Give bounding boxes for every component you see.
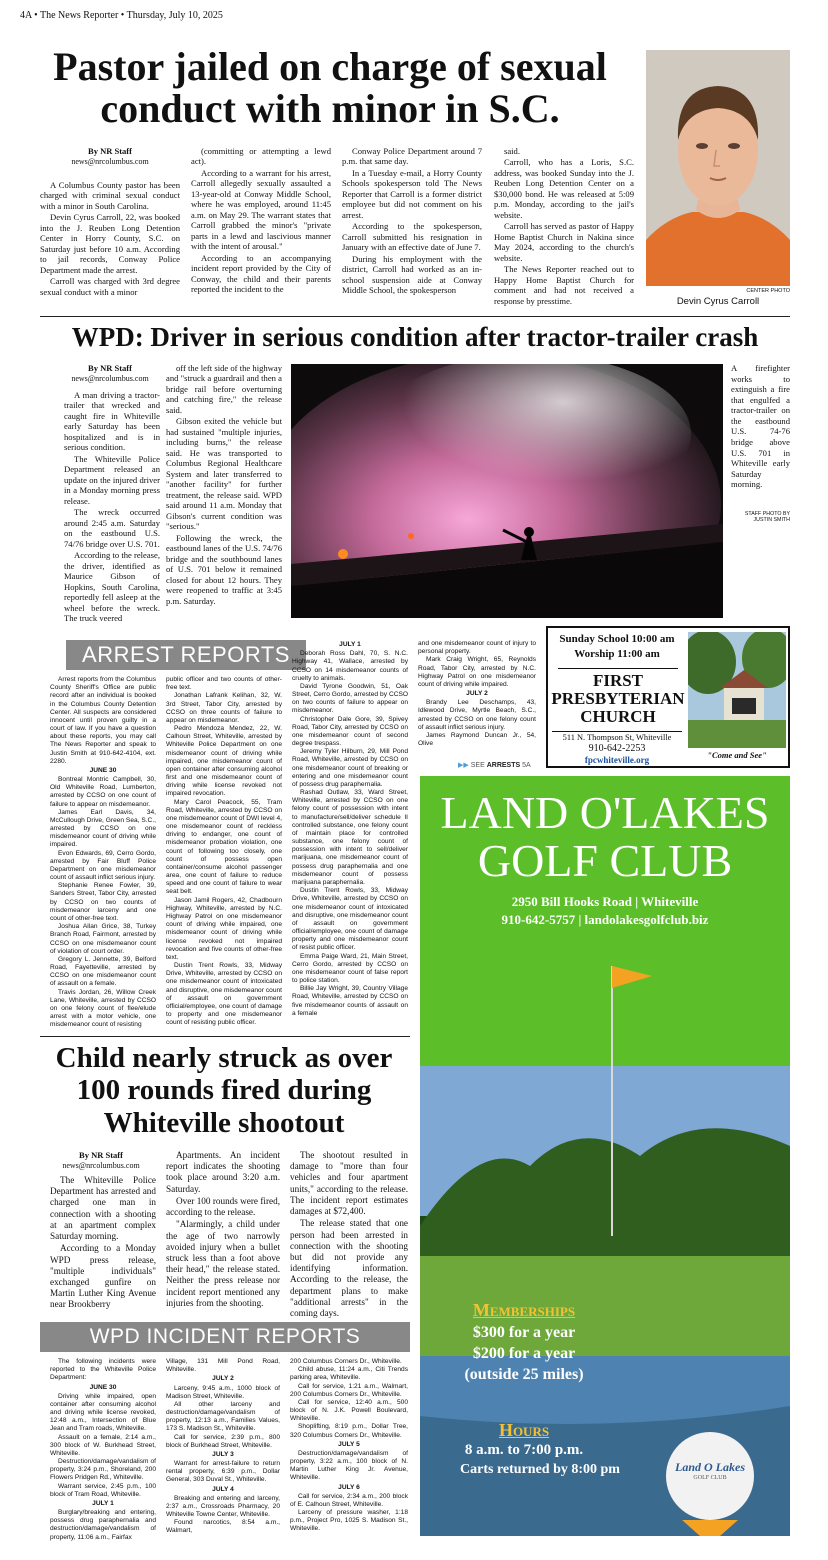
report-entry: Call for service, 12:40 a.m., 500 block of N. J.K. Powell Boulevard, Whiteville. xyxy=(290,1398,408,1423)
date-heading: JULY 2 xyxy=(466,690,488,698)
story3-headline: Child nearly struck as over 100 rounds fired during Whiteville shootout xyxy=(55,1042,393,1139)
paragraph: Conway Police Department around 7 p.m. that same day. xyxy=(342,146,482,167)
report-entry: Arrest reports from the Columbus County Sheriff's Office are public record after an individual is booked in the Columbus County Detention Center. All suspects are considered innocent until proven guilty in a court of law. If you have a question about these reports, you may call The News Reporter and speak to Justin Smith at 910-642-4104, ext. 2280. xyxy=(50,676,156,765)
report-entry: Bontreal Montric Campbell, 30, Old Whiteville Road, Lumberton, arrested by CCSO on one count of failure to appear on misdemeanor. xyxy=(50,776,156,808)
golf-logo-sub: GOLF CLUB xyxy=(693,1475,727,1481)
paragraph: During his employment with the district, Carroll had worked as an in-school suspension aide at Conway Middle School, the spokesperson xyxy=(342,253,482,296)
paragraph: (committing or attempting a lewd act). xyxy=(191,146,331,167)
mugshot-photo xyxy=(646,50,790,286)
paragraph: The shootout resulted in damage to "more than four vehicles and four apartment units," according to the release. The incident report estimates damages at $72,400. xyxy=(290,1150,408,1217)
story2-byline xyxy=(60,363,160,383)
story1-byline xyxy=(40,146,180,166)
date-heading: JULY 2 xyxy=(212,1375,234,1383)
report-entry: public officer and two counts of other-free text. xyxy=(166,676,282,692)
date-heading: JUNE 30 xyxy=(89,766,117,774)
church-address: 511 N. Thompson St, Whiteville xyxy=(562,733,672,742)
paragraph: "Alarmingly, a child under the age of two narrowly avoided injury when a bullet struck less than a foot above their head," the release stated. Neither the press release nor incident report mentioned any injuries from the shooting. xyxy=(166,1219,280,1308)
date-heading: JUNE 30 xyxy=(89,1383,117,1391)
report-entry: James Raymond Duncan Jr., 54, Olive xyxy=(418,731,536,748)
divider-2 xyxy=(40,1036,410,1037)
story1-col4 xyxy=(494,146,634,307)
see-arrests-jump[interactable] xyxy=(458,761,538,769)
paragraph: According to the release, the driver, identified as Maurice Gibson of Hopkins, South Carolina, reportedly fell asleep at the wheel before the wreck. The truck veered xyxy=(64,550,160,624)
report-entry: Jason Jamil Rogers, 42, Chadbourn Highway, Whiteville, arrested by N.C. Highway Patrol on one misdemeanor count of driving while impaired, one misdemeanor count of driving while license revoked not impaired revocation and five counts of other-free text. xyxy=(166,896,282,961)
report-entry: 200 Columbus Corners Dr., Whiteville. xyxy=(290,1358,402,1365)
golf-contact[interactable]: 910-642-5757 | landolakesgolfclub.biz xyxy=(501,912,709,927)
paragraph: In a Tuesday e-mail, a Horry County Schools spokesperson told The News Reporter that Carroll is a former district employee but did not comment on his arrest. xyxy=(342,167,482,220)
arrests-col3 xyxy=(292,640,408,1018)
report-entry: Emma Paige Ward, 21, Main Street, Cerro Gordo, arrested by CCSO on one misdemeanor count of false report to police station. xyxy=(292,952,408,985)
report-entry: Breaking and entering and larceny, 2:37 a.m., Crossroads Pharmacy, 20 Whiteville Towne Center, Whiteville. xyxy=(166,1494,280,1519)
report-entry: Call for service, 2:34 a.m., 200 block of E. Calhoun Street, Whiteville. xyxy=(290,1492,408,1508)
report-entry: Call for service, 1:21 a.m., Walmart, 200 Columbus Corners Dr., Whiteville. xyxy=(290,1382,408,1398)
report-entry: Dustin Trent Rowls, 33, Midway Drive, Whiteville, arrested by CCSO on one misdemeanor count of intoxicated and disruptive, one misdemeanor count of assault on government official/employee, one count of damage property and one misdemeanor count of resist public officer. xyxy=(292,887,408,952)
report-entry: Child abuse, 11:24 a.m., Citi Trends parking area, Whiteville. xyxy=(290,1366,408,1382)
report-entry: Dustin Trent Rowls, 33, Midway Drive, Whiteville, arrested by CCSO on one misdemeanor count of intoxicated and disruptive, one misdemeanor count of assault on government official/employee, one count of damage to property and one misdemeanor count of resisting public officer. xyxy=(166,962,282,1027)
report-entry: Christopher Dale Gore, 39, Spivey Road, Tabor City, arrested by CCSO on one misdemeanor count of second degree trespass. xyxy=(292,715,408,748)
paragraph: According to the spokesperson, Carroll submitted his resignation in January with an effective date of June 7. xyxy=(342,221,482,253)
incidents-col3 xyxy=(290,1358,408,1534)
date-heading: JULY 1 xyxy=(339,641,361,648)
arrests-col1 xyxy=(50,676,156,1029)
divider-1 xyxy=(40,316,790,317)
church-name-3: CHURCH xyxy=(580,706,656,726)
report-entry: Village, 131 Mill Pond Road, Whiteville. xyxy=(166,1358,280,1374)
golf-carts: Carts returned by 8:00 pm xyxy=(460,1462,620,1477)
golf-logo-name: Land O Lakes xyxy=(675,1460,745,1474)
report-entry: Mary Carol Peacock, 55, Tram Road, Whiteville, arrested by CCSO on one misdemeanor count of DWI level 4, one misdemeanor count of reckless driving to endanger, one count of misdemeanor probation violation, one count of following too closely, one count of possess open container/consume alcohol passenger area, one count of failure to reduce speed and one count of failure to wear seat belt. xyxy=(166,798,282,896)
story2-email: news@nrcolumbus.com xyxy=(71,373,149,383)
paragraph: off the left side of the highway and "struck a guardrail and then a bridge rail before overturning and catching fire," the release said. xyxy=(166,363,282,415)
story1-col3 xyxy=(342,146,482,297)
report-entry: David Tyrone Goodwin, 51, Oak Street, Cerro Gordo, arrested by CCSO on two counts of failure to appear on misdemeanor. xyxy=(292,682,408,715)
paragraph: said. xyxy=(504,146,520,156)
report-entry: Rashad Outlaw, 33, Ward Street, Whiteville, arrested by CCSO on one felony count of possession with intent to manufacture/sell/deliver schedule II controlled substance, one felony count of maintain place for controlled substance, one felony count of possession with intent to sell/deliver marijuana, one misdemeanor count of possess drug paraphernalia and one misdemeanor count of possess marijuana paraphernalia. xyxy=(292,789,408,886)
paragraph: Apartments. An incident report indicates the shooting took place around 3:20 a.m. Saturday. xyxy=(166,1150,280,1194)
church-photo xyxy=(688,632,786,748)
report-entry: Found narcotics, 8:54 a.m., Walmart, xyxy=(166,1519,280,1535)
paragraph: A man driving a tractor-trailer that wrecked and caught fire in Whiteville early Saturday has been hospitalized and is in serious condition. xyxy=(64,390,160,453)
golf-price-2: $200 for a year xyxy=(472,1345,576,1362)
church-name-1: FIRST xyxy=(592,671,644,690)
arrests-col2 xyxy=(166,676,282,1027)
report-entry: Billie Jay Wright, 39, Country Village Road, Whiteville, arrested by CCSO on five misdemeanor counts of assault on a female xyxy=(292,985,408,1017)
report-entry: The following incidents were reported to the Whiteville Police Department: xyxy=(50,1358,156,1382)
story2-photo-credit xyxy=(731,512,790,524)
golf-memberships-label: Memberships xyxy=(472,1300,576,1320)
play-arrows-icon: ▶▶ xyxy=(458,762,469,769)
story1-col1 xyxy=(40,180,180,298)
story1-col2 xyxy=(191,146,331,296)
report-entry: Deborah Ross Dahl, 70, S. N.C. Highway 41, Wallace, arrested by CCSO on 14 misdemeanor counts of cruelty to animals. xyxy=(292,650,408,682)
story3-col2 xyxy=(166,1150,280,1310)
paragraph: The News Reporter reached out to Happy Home Baptist Church for comment and had not received a response by presstime. xyxy=(494,264,634,306)
paragraph: According to a Monday WPD press release, "multiple individuals" exchanged gunfire on Martin Luther King Avenue near Brookberry xyxy=(50,1243,156,1310)
story1-headline: Pastor jailed on charge of sexual conduct with minor in S.C. xyxy=(53,44,607,131)
report-entry: Burglary/breaking and entering, possess drug paraphernalia and destruction/damage/vandalism of property, 11:06 a.m., Fairfax xyxy=(50,1509,156,1541)
report-entry: Call for service, 2:39 p.m., 800 block of Burkhead Street, Whiteville. xyxy=(166,1433,280,1449)
report-entry: Warrant for arrest-failure to return rental property, 6:39 p.m., Dollar General, 303 Duval St., Whiteville. xyxy=(166,1460,280,1484)
see-section: ARRESTS xyxy=(486,762,521,769)
date-heading: JULY 3 xyxy=(212,1450,234,1458)
story1-author: By NR Staff xyxy=(88,146,132,156)
mugshot-illustration xyxy=(646,50,790,286)
date-heading: JULY 5 xyxy=(338,1440,360,1448)
paragraph: The release stated that one person had been arrested in connection with the shooting but did not provide any identifying information. According to the release, the department plans to make "additional arrests" in the coming days. xyxy=(290,1218,408,1319)
paragraph: Carroll, who has a Loris, S.C. address, was booked Sunday into the J. Reuben Long Detention Center on a $30,000 bond. He was released at 5:09 p.m. Monday, according to the jail's website. xyxy=(494,157,634,220)
church-slogan: "Come and See" xyxy=(707,750,767,760)
paragraph: Following the wreck, the eastbound lanes of the U.S. 74/76 bridge and the southbound lanes of U.S. 701 below it remained closed for about 12 hours. They were reopened to traffic at 3:45 p.m. Saturday. xyxy=(166,532,282,606)
story3-col3 xyxy=(290,1150,408,1320)
golf-price-1: $300 for a year xyxy=(472,1324,576,1341)
story1-email: news@nrcolumbus.com xyxy=(71,156,149,166)
date-heading: JULY 6 xyxy=(338,1483,360,1491)
paragraph: The Whiteville Police Department released an update on the injured driver in a Monday morning press release. xyxy=(64,453,160,506)
report-entry: Stephanie Renee Fowler, 39, Sanders Street, Tabor City, arrested by CCSO on two counts of misdemeanor larceny and one count of other-free text. xyxy=(50,882,156,922)
date-heading: JULY 4 xyxy=(212,1485,234,1493)
golf-hours-label: Hours xyxy=(498,1420,550,1440)
paragraph: Over 100 rounds were fired, according to the release. xyxy=(166,1195,280,1218)
paragraph: A Columbus County pastor has been charged with criminal sexual conduct with a minor in South Carolina. xyxy=(40,180,180,211)
mugshot-credit: CENTER PHOTO xyxy=(746,288,790,294)
story3-email: news@nrcolumbus.com xyxy=(62,1160,140,1170)
report-entry: Shoplifting, 8:19 p.m., Dollar Tree, 320 Columbus Corners Dr., Whiteville. xyxy=(290,1423,408,1439)
report-entry: Brandy Lee Deschamps, 43, Idlewood Drive, Myrtle Beach, S.C., arrested by CCSO on one felony count of assault inflict serious injury. xyxy=(418,699,536,731)
report-entry: Evon Edwards, 69, Cerro Gordo, arrested by Fair Bluff Police Department on one misdemeanor count of assault inflict serious injury. xyxy=(50,849,156,882)
paragraph: Gibson exited the vehicle but had sustained "multiple injuries, including burns," the release said. He was transported to Columbus Regional Healthcare System and later transferred to "another facility" for further treatment, the release said. WPD said around 11 a.m. Monday that Gibson's current condition was "serious." xyxy=(166,416,282,532)
report-entry: All other larceny and destruction/damage/vandalism of property, 12:13 a.m., Families Values, 173 S. Madison St., Whiteville. xyxy=(166,1400,280,1433)
church-website[interactable]: fpcwhiteville.org xyxy=(584,755,650,766)
church-sunday-school: Sunday School 10:00 am xyxy=(559,633,675,645)
report-entry: Jeremy Tyler Hilburn, 29, Mill Pond Road, Whiteville, arrested by CCSO on one misdemeanor count of breaking or entering and one misdemeanor count of possess drug paraphernalia. xyxy=(292,748,408,788)
golf-price-3: (outside 25 miles) xyxy=(464,1366,584,1383)
report-entry: and one misdemeanor count of injury to personal property. xyxy=(418,640,536,656)
report-entry: Mark Craig Wright, 65, Reynolds Road, Tabor City, arrested by N.C. Highway Patrol on one misdemeanor count of driving while impaired. xyxy=(418,656,536,688)
report-entry: Pedro Mendoza Mendez, 22, W. Calhoun Street, Whiteville, arrested by Whiteville Police Department on one misdemeanor count of driving while impaired, one misdemeanor count of open container after consuming alcohol first and one misdemeanor count of driving while license revoked not impaired revocation. xyxy=(166,725,282,798)
story2-credit-line1: STAFF PHOTO BY xyxy=(744,511,790,517)
paragraph: Carroll was charged with 3rd degree sexual conduct with a minor xyxy=(40,276,180,297)
church-worship: Worship 11:00 am xyxy=(574,648,660,661)
golf-title-2: GOLF CLUB xyxy=(477,835,733,886)
golf-hours: 8 a.m. to 7:00 p.m. xyxy=(464,1442,584,1458)
report-entry: Driving while impaired, open container after consuming alcohol and driving while license revoked, 12:48 a.m., Intersection of Blue Jean and Tram roads, Whiteville. xyxy=(50,1392,156,1433)
report-entry: James Earl Davis, 34, McCullough Drive, Green Sea, S.C., arrested by CCSO on one misdemeanor count of driving while impaired. xyxy=(50,808,156,849)
crash-fire-photo xyxy=(291,364,723,618)
fire-scene-illustration xyxy=(291,364,723,618)
church-name-2: PRESBYTERIAN xyxy=(551,688,685,708)
paragraph: Carroll has served as pastor of Happy Home Baptist Church in Nakina since May 2024, according to the church's website. xyxy=(494,221,634,263)
church-ad xyxy=(546,626,790,768)
church-phone: 910-642-2253 xyxy=(588,743,646,755)
report-entry: Destruction/damage/vandalism of property, 3:22 a.m., 100 block of N. Martin Luther King Jr. Avenue, Whiteville. xyxy=(290,1449,408,1482)
story2-col2 xyxy=(166,363,282,607)
incidents-col2 xyxy=(166,1358,280,1536)
incident-reports-banner: WPD INCIDENT REPORTS xyxy=(40,1322,410,1352)
report-entry: Larceny, 9:45 a.m., 1000 block of Madison Street, Whiteville. xyxy=(166,1384,280,1400)
paragraph: Devin Cyrus Carroll, 22, was booked into the J. Reuben Long Detention Center in Horry County, S.C. on Saturday just before 10 a.m. According to jail records, Conway Police Department made the arrest. xyxy=(40,212,180,275)
paragraph: According to a warrant for his arrest, Carroll allegedly sexually assaulted a 13-year-old at Conway Middle School, where he was employed, around 11:45 a.m. on May 29. The warrant states that Carroll grabbed the minor's "private parts in a lewd and lascivious manner with the intent of arousal." xyxy=(191,167,331,252)
arrests-col4 xyxy=(418,640,536,748)
church-illustration xyxy=(688,632,786,748)
story2-photo-caption: A firefighter works to extinguish a fire that engulfed a tractor-trailer on the eastbound U.S. 74-76 bridge above U.S. 701 in Whiteville early Saturday morning. xyxy=(731,363,790,490)
page-folio: 4A • The News Reporter • Thursday, July 10, 2025 xyxy=(20,10,223,21)
story2-credit-line2: JUSTIN SMITH xyxy=(753,516,790,523)
story2-headline: WPD: Driver in serious condition after tractor-trailer crash xyxy=(71,322,759,352)
paragraph: The Whiteville Police Department has arrested and charged one man in connection with a shooting at an apartment complex Saturday morning. xyxy=(50,1175,156,1242)
mugshot-caption: Devin Cyrus Carroll xyxy=(676,296,760,307)
report-entry: Jonathan Lafrank Kelihan, 32, W. 3rd Street, Tabor City, arrested by CCSO on three counts of failure to appear on misdemeanor. xyxy=(166,692,282,724)
golf-title-1: LAND O'LAKES xyxy=(440,787,770,838)
report-entry: Gregory L. Jennette, 39, Belford Road, Fayetteville, arrested by CCSO on one misdemeanor count of assault on a female. xyxy=(50,955,156,988)
report-entry: Travis Jordan, 26, Willow Creek Lane, Whiteville, arrested by CCSO on one felony count of flee/elude arrest with a motor vehicle, one misdemeanor count of resisting xyxy=(50,988,156,1029)
date-heading: JULY 1 xyxy=(92,1499,114,1507)
arrest-reports-banner: ARREST REPORTS xyxy=(66,640,306,670)
golf-logo-text xyxy=(666,1460,754,1481)
report-entry: Assault on a female, 2:14 a.m., 300 block of W. Burkhead Street, Whiteville. xyxy=(50,1433,156,1457)
report-entry: Destruction/damage/vandalism of property, 3:24 p.m., Shoreland, 200 Flowers Pridgen Rd., Whiteville. xyxy=(50,1458,156,1482)
paragraph: According to an accompanying incident report provided by the City of Conway, the child and their parents reported the incident to the xyxy=(191,252,331,295)
golf-ad xyxy=(420,776,790,1536)
report-entry: Larceny of pressure washer, 1:18 p.m., Project Pro, 1025 S. Madison St., Whiteville. xyxy=(290,1509,408,1533)
story2-col1 xyxy=(64,390,160,625)
story3-author: By NR Staff xyxy=(79,1150,123,1160)
story3-byline xyxy=(48,1150,154,1170)
golf-address: 2950 Bill Hooks Road | Whiteville xyxy=(511,894,699,909)
paragraph: The wreck occurred around 2:45 a.m. Saturday on the eastbound U.S. 74/76 bridge over U.S. 701. xyxy=(64,507,160,549)
see-page: 5A xyxy=(522,762,531,769)
report-entry: Joshua Allan Grice, 38, Turkey Branch Road, Fairmont, arrested by CCSO on one misdemeanor count of violation of court order. xyxy=(50,923,156,955)
see-label: SEE xyxy=(470,762,485,769)
report-entry: Warrant service, 2:45 p.m., 100 block of Tram Road, Whiteville. xyxy=(50,1482,156,1498)
story3-col1 xyxy=(50,1175,156,1312)
incidents-col1 xyxy=(50,1358,156,1542)
story2-author: By NR Staff xyxy=(88,363,132,373)
